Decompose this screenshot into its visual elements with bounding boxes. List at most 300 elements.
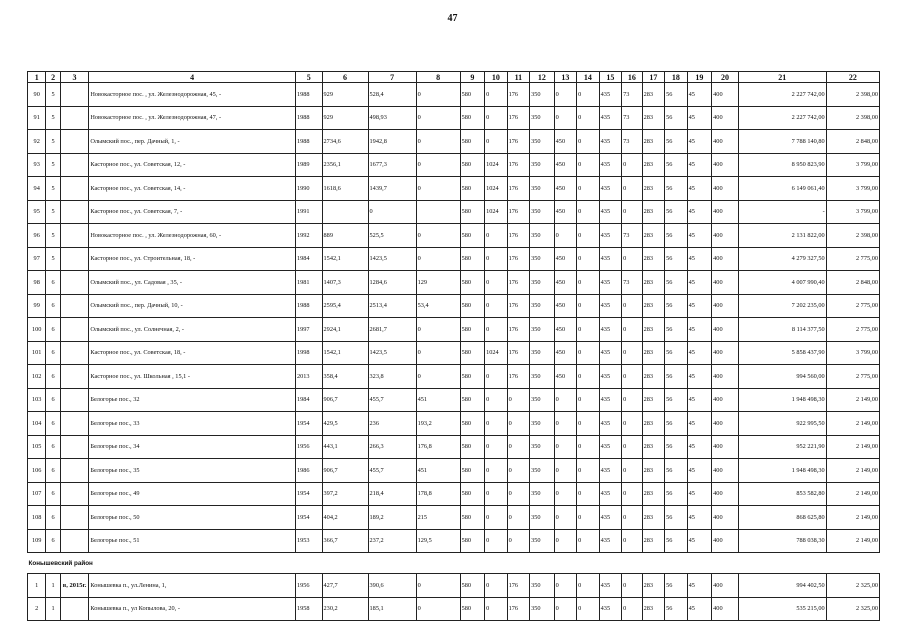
- table-cell: 56: [665, 83, 688, 107]
- table-cell: 0: [485, 271, 508, 295]
- table-cell: 580: [460, 435, 485, 459]
- column-header: 4: [89, 72, 296, 83]
- table-cell: 0: [622, 388, 642, 412]
- table-cell: 215: [416, 506, 460, 530]
- table-cell: 1998: [295, 341, 322, 365]
- table-cell: 1439,7: [368, 177, 416, 201]
- table-cell: 0: [577, 177, 600, 201]
- table-cell: 45: [687, 529, 712, 553]
- table-cell: 189,2: [368, 506, 416, 530]
- table-cell: 435: [599, 106, 622, 130]
- table-cell: 283: [642, 177, 665, 201]
- table-cell: 92: [28, 130, 46, 154]
- table-cell: 0: [554, 412, 577, 436]
- column-header: 17: [642, 72, 665, 83]
- table-cell: 56: [665, 459, 688, 483]
- table-cell: 7 202 235,00: [738, 294, 826, 318]
- table-cell: 1542,1: [322, 341, 368, 365]
- table-cell: 450: [554, 365, 577, 389]
- table-cell: 1024: [485, 153, 508, 177]
- table-cell: 56: [665, 177, 688, 201]
- table-cell: 56: [665, 200, 688, 224]
- table-cell: 0: [577, 200, 600, 224]
- table-cell: [60, 177, 89, 201]
- table-row: [28, 597, 880, 621]
- table-row: [28, 106, 880, 130]
- table-cell: 45: [687, 341, 712, 365]
- table-cell: 350: [530, 153, 555, 177]
- table-cell: 580: [460, 341, 485, 365]
- table-cell: 580: [460, 224, 485, 248]
- table-cell: 236: [368, 412, 416, 436]
- table-cell: 435: [599, 200, 622, 224]
- table-cell: 3 799,00: [826, 177, 879, 201]
- table-cell: 2595,4: [322, 294, 368, 318]
- table-cell: Белогорье пос., 50: [89, 506, 296, 530]
- table-cell: [60, 106, 89, 130]
- table-cell: 400: [712, 597, 739, 621]
- table-cell: 2 131 822,00: [738, 224, 826, 248]
- table-cell: 0: [416, 106, 460, 130]
- table-cell: 435: [599, 224, 622, 248]
- table-cell: [60, 482, 89, 506]
- table-cell: 0: [416, 574, 460, 598]
- table-cell: Белогорье пос., 51: [89, 529, 296, 553]
- table-row: [28, 294, 880, 318]
- table-cell: 580: [460, 200, 485, 224]
- table-cell: 350: [530, 412, 555, 436]
- table-cell: 1618,6: [322, 177, 368, 201]
- table-cell: 952 221,90: [738, 435, 826, 459]
- table-cell: 176: [507, 271, 530, 295]
- table-cell: 176: [507, 318, 530, 342]
- table-cell: 56: [665, 153, 688, 177]
- table-row: [28, 574, 880, 598]
- table-cell: 56: [665, 294, 688, 318]
- table-cell: 56: [665, 318, 688, 342]
- column-header: 11: [507, 72, 530, 83]
- column-header: 3: [60, 72, 89, 83]
- table-cell: 450: [554, 200, 577, 224]
- table-cell: 450: [554, 177, 577, 201]
- table-cell: 0: [622, 318, 642, 342]
- table-cell: 350: [530, 130, 555, 154]
- table-cell: 435: [599, 341, 622, 365]
- table-cell: 56: [665, 271, 688, 295]
- table-cell: 922 995,50: [738, 412, 826, 436]
- table-cell: [60, 341, 89, 365]
- table-cell: 6: [46, 271, 60, 295]
- table-cell: 178,8: [416, 482, 460, 506]
- table-cell: 2 149,00: [826, 506, 879, 530]
- table-cell: 230,2: [322, 597, 368, 621]
- table-row: [28, 153, 880, 177]
- table-cell: 5: [46, 224, 60, 248]
- table-cell: 45: [687, 318, 712, 342]
- table-cell: 1024: [485, 200, 508, 224]
- table-cell: 0: [622, 412, 642, 436]
- table-cell: 176: [507, 83, 530, 107]
- table-cell: 56: [665, 341, 688, 365]
- column-header: 2: [46, 72, 60, 83]
- table-cell: 2 398,00: [826, 83, 879, 107]
- table-cell: Белогорье пос., 35: [89, 459, 296, 483]
- table-cell: 0: [507, 435, 530, 459]
- table-cell: 176: [507, 200, 530, 224]
- table-cell: 0: [622, 506, 642, 530]
- column-header: 9: [460, 72, 485, 83]
- table-cell: Олымский пос., ул. Солнечная, 2, -: [89, 318, 296, 342]
- table-cell: 6: [46, 365, 60, 389]
- table-cell: 435: [599, 574, 622, 598]
- table-cell: 176: [507, 247, 530, 271]
- table-cell: 98: [28, 271, 46, 295]
- table-cell: 1988: [295, 83, 322, 107]
- table-cell: 1284,6: [368, 271, 416, 295]
- table-cell: [60, 294, 89, 318]
- table-cell: 450: [554, 247, 577, 271]
- table-cell: 1677,3: [368, 153, 416, 177]
- table-cell: 580: [460, 574, 485, 598]
- table-cell: 0: [577, 388, 600, 412]
- table-cell: 5: [46, 106, 60, 130]
- table-cell: 1024: [485, 341, 508, 365]
- table-cell: 283: [642, 388, 665, 412]
- table-cell: 5: [46, 200, 60, 224]
- table-cell: 0: [577, 106, 600, 130]
- table-cell: 0: [577, 294, 600, 318]
- table-cell: 350: [530, 294, 555, 318]
- table-cell: 350: [530, 365, 555, 389]
- table-cell: 5: [46, 177, 60, 201]
- table-cell: 580: [460, 318, 485, 342]
- table-cell: 435: [599, 435, 622, 459]
- table-cell: 283: [642, 482, 665, 506]
- table-cell: Белогорье пос., 34: [89, 435, 296, 459]
- table-cell: 105: [28, 435, 46, 459]
- table-cell: 435: [599, 247, 622, 271]
- table-cell: 0: [577, 412, 600, 436]
- table-cell: 218,4: [368, 482, 416, 506]
- table-cell: 0: [577, 224, 600, 248]
- table-cell: 0: [485, 435, 508, 459]
- table-cell: 109: [28, 529, 46, 553]
- table-cell: 56: [665, 388, 688, 412]
- table-cell: 45: [687, 482, 712, 506]
- table-cell: 435: [599, 506, 622, 530]
- table-cell: 906,7: [322, 459, 368, 483]
- section-title: Конышевский район: [28, 553, 880, 574]
- table-cell: 0: [554, 459, 577, 483]
- table-cell: 2 149,00: [826, 412, 879, 436]
- table-cell: 1: [46, 574, 60, 598]
- table-cell: 73: [622, 106, 642, 130]
- table-cell: 0: [416, 318, 460, 342]
- table-cell: 580: [460, 482, 485, 506]
- table-cell: 283: [642, 459, 665, 483]
- table-cell: 129: [416, 271, 460, 295]
- table-cell: 2 149,00: [826, 459, 879, 483]
- table-row: [28, 271, 880, 295]
- table-cell: 103: [28, 388, 46, 412]
- table-cell: 45: [687, 506, 712, 530]
- column-header: 10: [485, 72, 508, 83]
- table-cell: 580: [460, 388, 485, 412]
- table-cell: 400: [712, 153, 739, 177]
- table-cell: 6: [46, 482, 60, 506]
- table-cell: 0: [554, 435, 577, 459]
- table-cell: 0: [622, 482, 642, 506]
- table-cell: Олымский пос., пер. Дачный, 10, -: [89, 294, 296, 318]
- table-cell: 3 799,00: [826, 200, 879, 224]
- table-cell: 525,5: [368, 224, 416, 248]
- table-cell: 455,7: [368, 388, 416, 412]
- table-cell: 45: [687, 130, 712, 154]
- table-cell: 283: [642, 153, 665, 177]
- table-cell: [60, 459, 89, 483]
- table-cell: Олымский пос., ул. Садовая , 35, -: [89, 271, 296, 295]
- table-cell: 498,93: [368, 106, 416, 130]
- table-row: [28, 529, 880, 553]
- table-cell: 0: [577, 574, 600, 598]
- table-cell: 1956: [295, 574, 322, 598]
- table-cell: 1942,8: [368, 130, 416, 154]
- column-header: 8: [416, 72, 460, 83]
- table-cell: 4 279 327,50: [738, 247, 826, 271]
- table-cell: 176: [507, 597, 530, 621]
- table-cell: 96: [28, 224, 46, 248]
- table-cell: 56: [665, 412, 688, 436]
- table-cell: 400: [712, 482, 739, 506]
- table-cell: 93: [28, 153, 46, 177]
- table-cell: 283: [642, 506, 665, 530]
- table-cell: 400: [712, 506, 739, 530]
- table-cell: 0: [577, 482, 600, 506]
- table-cell: 0: [507, 388, 530, 412]
- table-cell: 1981: [295, 271, 322, 295]
- table-row: [28, 247, 880, 271]
- table-cell: 435: [599, 177, 622, 201]
- table-cell: 0: [622, 459, 642, 483]
- table-cell: 580: [460, 83, 485, 107]
- table-cell: 45: [687, 177, 712, 201]
- table-cell: 0: [416, 153, 460, 177]
- table-cell: 2734,6: [322, 130, 368, 154]
- table-cell: 1992: [295, 224, 322, 248]
- table-cell: 580: [460, 506, 485, 530]
- table-cell: 1542,1: [322, 247, 368, 271]
- table-cell: 0: [507, 529, 530, 553]
- table-cell: 400: [712, 177, 739, 201]
- table-cell: 451: [416, 388, 460, 412]
- table-cell: 2 775,00: [826, 365, 879, 389]
- table-cell: 45: [687, 271, 712, 295]
- table-cell: 0: [622, 200, 642, 224]
- table-cell: [60, 529, 89, 553]
- table-cell: 435: [599, 388, 622, 412]
- table-cell: 176,8: [416, 435, 460, 459]
- table-cell: 97: [28, 247, 46, 271]
- data-table: [27, 71, 880, 621]
- table-cell: 435: [599, 318, 622, 342]
- table-cell: 283: [642, 365, 665, 389]
- table-cell: 0: [485, 388, 508, 412]
- table-cell: 0: [507, 459, 530, 483]
- table-cell: 56: [665, 247, 688, 271]
- table-cell: 56: [665, 130, 688, 154]
- table-cell: 2 227 742,00: [738, 106, 826, 130]
- table-cell: 0: [485, 247, 508, 271]
- table-cell: 56: [665, 224, 688, 248]
- table-row: [28, 341, 880, 365]
- table-cell: 350: [530, 224, 555, 248]
- table-cell: 1: [28, 574, 46, 598]
- table-cell: 450: [554, 294, 577, 318]
- table-cell: 0: [507, 482, 530, 506]
- table-cell: 0: [577, 435, 600, 459]
- table-cell: 129,5: [416, 529, 460, 553]
- table-cell: 3 799,00: [826, 153, 879, 177]
- table-cell: 5 858 437,90: [738, 341, 826, 365]
- table-cell: 45: [687, 224, 712, 248]
- table-cell: Конышевка п., ул.Ленина, 1,: [89, 574, 296, 598]
- table-cell: 45: [687, 597, 712, 621]
- table-cell: [60, 271, 89, 295]
- table-cell: 455,7: [368, 459, 416, 483]
- table-cell: 0: [577, 130, 600, 154]
- table-cell: 0: [577, 318, 600, 342]
- table-cell: 6: [46, 412, 60, 436]
- table-cell: 176: [507, 177, 530, 201]
- table-cell: [60, 597, 89, 621]
- table-cell: 6: [46, 435, 60, 459]
- table-cell: 45: [687, 106, 712, 130]
- table-cell: 400: [712, 388, 739, 412]
- table-cell: 1989: [295, 153, 322, 177]
- table-cell: 91: [28, 106, 46, 130]
- table-cell: 0: [485, 294, 508, 318]
- table-cell: 0: [485, 459, 508, 483]
- table-cell: 2 848,00: [826, 271, 879, 295]
- table-cell: 0: [622, 294, 642, 318]
- table-cell: 400: [712, 106, 739, 130]
- table-cell: 7 788 140,80: [738, 130, 826, 154]
- table-cell: 0: [416, 177, 460, 201]
- table-cell: 45: [687, 200, 712, 224]
- table-cell: 1423,5: [368, 247, 416, 271]
- table-cell: 1: [46, 597, 60, 621]
- table-row: [28, 224, 880, 248]
- table-cell: 0: [622, 529, 642, 553]
- table-cell: 283: [642, 247, 665, 271]
- table-cell: 435: [599, 459, 622, 483]
- section-row: [28, 553, 880, 574]
- table-cell: 102: [28, 365, 46, 389]
- table-row: [28, 318, 880, 342]
- column-header: 1: [28, 72, 46, 83]
- table-cell: 6: [46, 506, 60, 530]
- table-cell: 1956: [295, 435, 322, 459]
- table-row: [28, 130, 880, 154]
- table-cell: [60, 506, 89, 530]
- table-cell: 580: [460, 365, 485, 389]
- table-cell: Белогорье пос., 49: [89, 482, 296, 506]
- table-cell: 0: [622, 247, 642, 271]
- table-cell: 0: [577, 506, 600, 530]
- table-cell: 0: [485, 318, 508, 342]
- table-row: [28, 83, 880, 107]
- table-cell: 2 325,00: [826, 574, 879, 598]
- table-cell: 400: [712, 271, 739, 295]
- table-cell: 580: [460, 529, 485, 553]
- table-cell: [60, 365, 89, 389]
- table-cell: 0: [577, 597, 600, 621]
- table-cell: 400: [712, 83, 739, 107]
- table-cell: 176: [507, 574, 530, 598]
- table-cell: 108: [28, 506, 46, 530]
- table-cell: 868 625,80: [738, 506, 826, 530]
- table-cell: 400: [712, 459, 739, 483]
- table-cell: [60, 153, 89, 177]
- table-cell: 400: [712, 224, 739, 248]
- table-cell: 580: [460, 271, 485, 295]
- table-cell: 0: [507, 412, 530, 436]
- table-cell: 1988: [295, 106, 322, 130]
- table-cell: 2 775,00: [826, 318, 879, 342]
- table-cell: 350: [530, 177, 555, 201]
- table-cell: 1407,3: [322, 271, 368, 295]
- table-cell: 0: [554, 106, 577, 130]
- table-cell: 435: [599, 83, 622, 107]
- table-cell: Олымский пос., пер. Дачный, 1, -: [89, 130, 296, 154]
- table-cell: 6: [46, 388, 60, 412]
- table-cell: 350: [530, 200, 555, 224]
- table-cell: 56: [665, 482, 688, 506]
- table-cell: 0: [622, 177, 642, 201]
- table-cell: 450: [554, 130, 577, 154]
- table-cell: 2 398,00: [826, 106, 879, 130]
- table-row: [28, 482, 880, 506]
- table-cell: 350: [530, 506, 555, 530]
- table-cell: 1954: [295, 412, 322, 436]
- table-cell: 1988: [295, 130, 322, 154]
- table-cell: 0: [577, 341, 600, 365]
- table-cell: 435: [599, 412, 622, 436]
- column-header: 19: [687, 72, 712, 83]
- table-cell: Новокасторное пос. , ул. Железнодорожная, 60, -: [89, 224, 296, 248]
- table-cell: 0: [554, 574, 577, 598]
- table-cell: [60, 247, 89, 271]
- column-header: 15: [599, 72, 622, 83]
- table-cell: 0: [622, 365, 642, 389]
- table-cell: 1984: [295, 247, 322, 271]
- table-cell: 0: [554, 388, 577, 412]
- table-cell: [60, 83, 89, 107]
- table-cell: 193,2: [416, 412, 460, 436]
- table-cell: 994 402,50: [738, 574, 826, 598]
- table-cell: 350: [530, 597, 555, 621]
- table-cell: 5: [46, 247, 60, 271]
- column-header: 6: [322, 72, 368, 83]
- table-cell: 0: [622, 153, 642, 177]
- table-row: [28, 412, 880, 436]
- table-cell: 443,1: [322, 435, 368, 459]
- table-cell: 45: [687, 247, 712, 271]
- table-row: [28, 365, 880, 389]
- table-cell: 400: [712, 247, 739, 271]
- table-cell: 0: [485, 106, 508, 130]
- table-cell: 283: [642, 318, 665, 342]
